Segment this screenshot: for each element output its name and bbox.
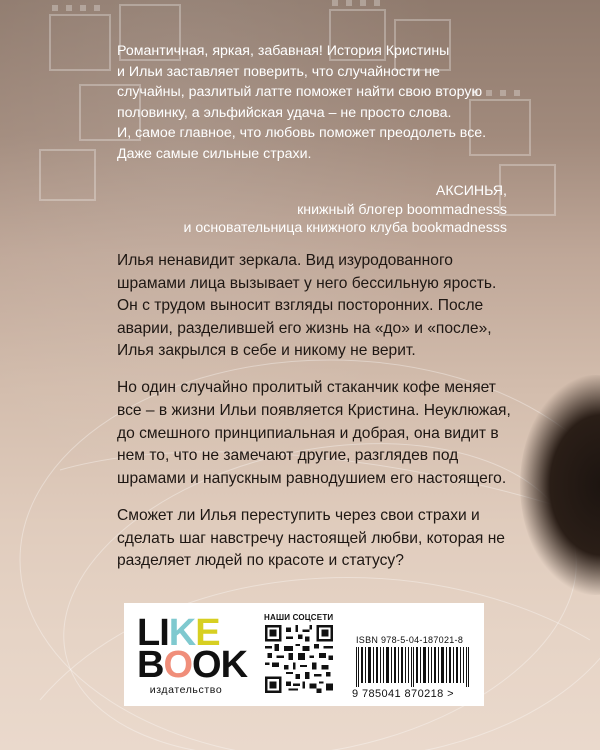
review-line: и Ильи заставляет поверить, что случайности не	[117, 63, 440, 80]
logo-letter: B	[137, 644, 164, 686]
book-synopsis	[117, 250, 517, 587]
attribution-club: и основательница книжного клуба bookmadnesss	[183, 220, 507, 236]
review-line: половинку, а эльфийская удача – не просто слова.	[117, 104, 452, 121]
review-line: Даже самые сильные страхи.	[117, 145, 312, 162]
qr-code-icon[interactable]	[265, 625, 333, 693]
socials-label: НАШИ СОЦСЕТИ	[264, 613, 334, 622]
synopsis-paragraph: Илья ненавидит зеркала. Вид изуродованного шрамами лица вызывает у него бессильную ярость. Он с трудом выносит взгляды посторонних. После аварии, разделившей его жизнь на «до» и «после», Илья закрылся в себе и никому не верит.	[117, 252, 497, 360]
synopsis-paragraph: Сможет ли Илья переступить через свои страхи и сделать шаг навстречу настоящей любви, которая не разделяет людей по красоте и статусу?	[117, 506, 505, 570]
isbn-number: ISBN 978-5-04-187021-8	[356, 635, 464, 645]
publisher-info-box	[124, 603, 484, 706]
logo-letter: O	[163, 644, 193, 686]
review-line: Романтичная, яркая, забавная! История Кристины	[117, 43, 450, 59]
synopsis-paragraph: Но один случайно пролитый стаканчик кофе меняет все – в жизни Ильи появляется Кристина. Неуклюжая, до смешного принципиальная и добрая, она видит в нем то, что не замечают другие, разглядев под шрамами и напускным равнодушием его настоящего.	[117, 379, 511, 487]
publisher-subtitle: издательство	[149, 684, 223, 696]
barcode-icon	[356, 647, 470, 687]
logo-letter: L	[137, 612, 160, 654]
review-attribution	[183, 182, 507, 238]
logo-letter: O	[192, 644, 221, 686]
likebook-logo	[137, 612, 249, 696]
logo-letter: K	[168, 612, 196, 654]
attribution-name: АКСИНЬЯ,	[435, 183, 507, 199]
logo-row-book	[137, 644, 249, 686]
logo-letter: I	[159, 612, 169, 654]
logo-letter: K	[220, 644, 248, 686]
barcode-digits: 9 785041 870218 >	[352, 688, 454, 700]
review-line: И, самое главное, что любовь поможет преодолеть все.	[117, 125, 487, 141]
review-line: случайны, разлитый латте поможет найти свою вторую	[117, 84, 483, 100]
logo-letter: E	[195, 612, 220, 654]
attribution-role: книжный блогер boommadnesss	[297, 201, 507, 218]
review-quote	[117, 41, 507, 164]
